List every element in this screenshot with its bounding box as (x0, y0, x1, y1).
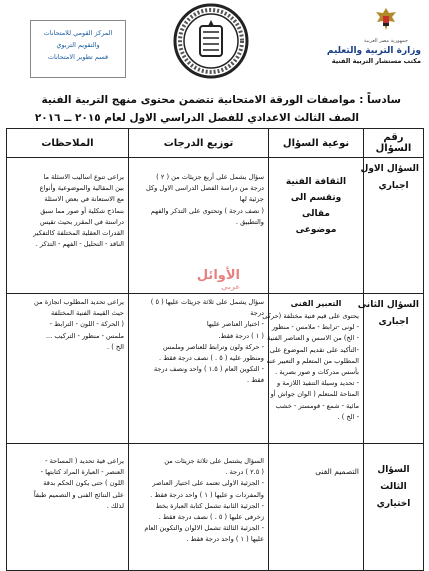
question-label: السؤال الثانى (357, 300, 419, 310)
grades-line: درجة (250, 309, 264, 318)
spec-subtitle: الصف الثالث الاعدادي للفصل الدراسي الاول لعام ٢٠١٥ ــ ٢٠١٦ (34, 112, 359, 124)
notes-cell (7, 444, 129, 571)
grades-line: - الجزئية الثانية تشمل كتابة العبارة بخط (155, 501, 264, 510)
type-line: موضوعى (295, 225, 337, 235)
notes-line: الناقد - التحليل - الفهم - التذكر . (35, 240, 124, 249)
ministry-name: وزارة التربية والتعليم (326, 46, 421, 56)
question-cell (364, 444, 424, 571)
grades-line: - الجزئية الاولى تعتمد على اختيار العناصر (152, 479, 264, 488)
notes-line: لذلك . (106, 501, 124, 510)
grades-cell (129, 294, 269, 444)
type-line: بأسس مدركات و صور بصرية . (275, 368, 359, 377)
center-line-3: قسم تطوير الامتحانات (47, 53, 109, 61)
grades-line: جزئية لها (239, 195, 264, 204)
grades-line: عليها ( ١ ) واحد درجة فقط . (186, 535, 264, 544)
notes-line: يراعى فية تحديد ( المساحة - (45, 457, 124, 465)
header-notes: الملاحظات (7, 129, 129, 158)
grades-line: ومنظور عليه ( ٥ . ) نصف درجة فقط . (159, 354, 264, 363)
grades-line: ( نصف درجة ) وتحتوى على التذكر والفهم (150, 206, 264, 215)
eagle-emblem-icon (373, 6, 399, 34)
grades-line: زخرفى عليها ( ٥ . ) نصف درجة فقط . (158, 513, 264, 522)
question-status: اجباري (378, 181, 409, 191)
center-line-2: والتقويم التربوي (56, 41, 100, 49)
grades-line: سؤال يشمل على أربع جزيئات من ( ٢ ) (156, 173, 264, 181)
notes-cell (7, 158, 129, 294)
republic-line: جمهورية مصر العربية (364, 38, 408, 44)
notes-line: مع الاستعانة في بعض الاسئلة (44, 195, 124, 204)
grades-line: سؤال يشمل على ثلاثة جزيئات عليها ( ٥ ) (150, 298, 264, 306)
type-line: - الخ ) . (337, 412, 359, 421)
type-line: يحتوى على قيم فنية مختلفة (حركى (262, 312, 359, 320)
question-label: الثالث (380, 482, 407, 492)
question-status: اجبارى (378, 317, 409, 327)
type-line: مائية - شمع - قومستر - خشب (275, 401, 359, 410)
question-cell (360, 158, 424, 294)
question-label: السؤال (377, 465, 410, 475)
site-watermark (150, 268, 240, 294)
type-line: المطلوب من المتعلم و التعبير عنه (266, 356, 359, 365)
center-seal-icon (172, 2, 250, 80)
header-grade-distribution: توزيع الدرجات (129, 129, 269, 158)
grades-line: والمفردات و عليها ( ١ ) واحد درجة فقط . (150, 490, 264, 499)
notes-line: الخ ) . (107, 342, 124, 351)
table-header-row (7, 129, 424, 158)
center-line-1: المركز القومي للامتحانات (43, 29, 113, 37)
grades-line: السؤال يشتمل على ثلاثة جزيئات من (164, 457, 264, 465)
type-line: الثقافة الفنية (285, 177, 347, 187)
grades-line: ( ٢.٥ ) درجة . (225, 468, 264, 477)
table-row (7, 294, 424, 444)
question-cell (357, 294, 424, 444)
notes-line: يراعى تنوع اساليب الاسئلة ما (43, 173, 124, 181)
type-line: - الخ) من الاسس و العناصر الفنية (267, 334, 359, 343)
document-header (0, 0, 429, 92)
notes-line: اللون ) حتى يكون الحكم بدقة (43, 479, 124, 488)
watermark-line-2: عربي (221, 283, 240, 291)
header-question-type: نوعية السؤال (269, 129, 364, 158)
type-line: وتقسم الى (290, 193, 342, 203)
notes-line: حيث القيمة الفنية المختلفة (51, 309, 124, 318)
type-line: - لونى -ترابط - ملامس - منظور (271, 323, 359, 332)
grades-line: - اختيار العناصر عليها (206, 320, 264, 329)
type-line: - تحديد وسيلة التنفيذ اللازمة و (277, 379, 359, 388)
grades-line: ( ١ ) درجة فقط. (218, 331, 264, 340)
question-label: السؤال الاول (360, 164, 419, 174)
table-row (7, 444, 424, 571)
notes-line: بنماذج شكلية أو صور مما سبق (40, 206, 124, 215)
notes-line: العنصر - العبارة المراد كتابتها - (40, 468, 124, 477)
spec-title: سادساً : مواصفات الورقة الامتحانية تتضمن محتوى منهج التربية الفنية (41, 94, 401, 106)
exam-spec-table (6, 128, 424, 571)
watermark-line-1: الأوائل (196, 268, 240, 283)
grades-cell (129, 444, 269, 571)
notes-line: ( الحركة - اللون - الترابط - (49, 320, 124, 329)
grades-line: فقط . (247, 376, 264, 385)
type-cell (269, 444, 364, 571)
center-name-box (30, 20, 126, 78)
type-line: المتاحة للمتعلم ( الوان جواش أو (270, 390, 359, 399)
grades-line: درجة من دراسة الفصل الدراسى الاول وكل (146, 184, 264, 193)
type-line: -التأكيد على تقديم الموضوع على (269, 345, 359, 354)
type-cell (269, 158, 364, 294)
notes-line: القدرات العقلية المختلفة كالتفكير (33, 229, 124, 238)
notes-line: يراعى تحديد المطلوب انجازة من (34, 298, 124, 306)
type-cell (262, 294, 364, 444)
type-line: مقالى (302, 209, 330, 219)
notes-line: ملمس - منظور - التركيب ... (45, 331, 124, 340)
notes-line: على النتائج الفنى و التصميم طبقاً (33, 490, 124, 499)
grades-line: - الجزئية الثالثة تشمل الالوان والتكوين العام (144, 524, 264, 533)
office-name: مكتب مستشار التربية الفنية (331, 57, 421, 65)
ministry-logo-block (326, 6, 421, 68)
notes-line: بين المقالية والموضوعية وأنواع (39, 184, 124, 193)
grades-line: - التكوين العام ( ١.٥ ) واحد ونصف درجة (153, 365, 264, 374)
header-question-number: رقم السؤال (364, 129, 424, 158)
grades-line: - حركة ولون وترابط للعناصر وملمس (163, 342, 264, 351)
type-line: التصميم الفنى (315, 467, 359, 476)
notes-cell (7, 294, 129, 444)
grades-line: والتطبيق . (235, 217, 264, 226)
question-status: اختياري (376, 499, 411, 509)
notes-line: دراستة في المقرر بحيث تقيس (40, 217, 124, 226)
type-heading: التعبير الفنى (290, 299, 342, 308)
